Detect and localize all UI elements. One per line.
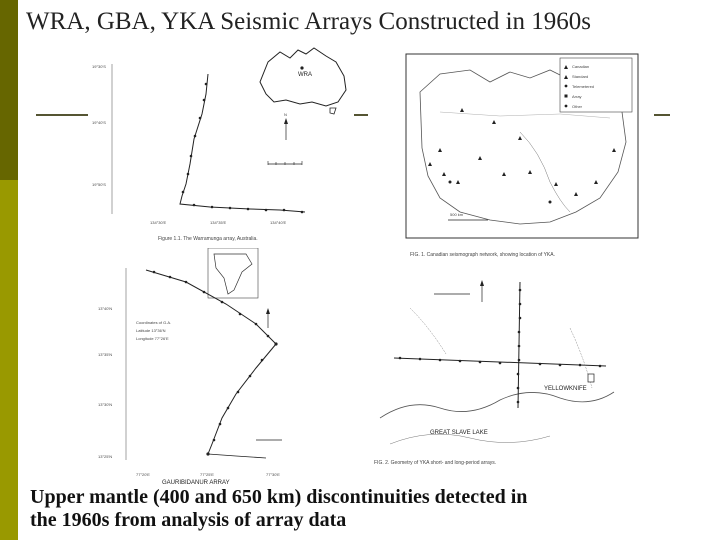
gba-array-label: GAURIBIDANUR ARRAY xyxy=(162,480,230,484)
svg-text:77°20'E: 77°20'E xyxy=(136,472,150,477)
svg-text:134°40'E: 134°40'E xyxy=(270,220,287,225)
svg-text:Latitude 13°36'N: Latitude 13°36'N xyxy=(136,328,166,333)
canada-figure-caption: FIG. 1. Canadian seismograph network, showing location of YKA. xyxy=(410,252,555,258)
svg-text:Longitude 77°26'E: Longitude 77°26'E xyxy=(136,336,169,341)
gauribidanur-array-figure xyxy=(96,248,368,484)
svg-text:Coordinates of G.A.: Coordinates of G.A. xyxy=(136,320,172,325)
svg-text:77°30'E: 77°30'E xyxy=(266,472,280,477)
slide-caption-line-2: the 1960s from analysis of array data xyxy=(30,509,347,531)
svg-text:13°30'N: 13°30'N xyxy=(98,402,113,407)
yellowknife-array-figure xyxy=(370,268,624,478)
svg-text:Array: Array xyxy=(572,94,582,99)
svg-text:13°40'N: 13°40'N xyxy=(98,306,113,311)
svg-text:13°25'N: 13°25'N xyxy=(98,454,113,459)
yka-figure-caption: FIG. 2. Geometry of YKA short- and long-period arrays. xyxy=(374,460,497,466)
svg-text:134°30'E: 134°30'E xyxy=(150,220,167,225)
slide-accent-band-top xyxy=(0,0,18,180)
svg-text:Canadian: Canadian xyxy=(572,64,590,69)
decorative-dash-left xyxy=(36,114,88,116)
slide-accent-band-bottom xyxy=(0,180,18,540)
slide-caption-line-1: Upper mantle (400 and 650 km) discontinuities detected in xyxy=(30,486,528,508)
svg-text:13°35'N: 13°35'N xyxy=(98,352,113,357)
svg-text:77°25'E: 77°25'E xyxy=(200,472,214,477)
svg-text:19°50'S: 19°50'S xyxy=(92,182,106,187)
decorative-dash-right xyxy=(654,114,670,116)
slide-caption xyxy=(30,486,710,532)
svg-text:Other: Other xyxy=(572,104,583,109)
slide-title: WRA, GBA, YKA Seismic Arrays Constructed in 1960s xyxy=(26,8,592,35)
wra-figure-caption: Figure 1.1. The Warramunga array, Australia. xyxy=(158,236,258,242)
decorative-dash-middle xyxy=(354,114,368,116)
yka-place-label: YELLOWKNIFE xyxy=(544,386,587,392)
svg-text:Telemetered: Telemetered xyxy=(572,84,595,89)
yka-lake-label: GREAT SLAVE LAKE xyxy=(430,430,488,436)
canada-network-figure xyxy=(400,52,644,262)
svg-text:19°40'S: 19°40'S xyxy=(92,120,106,125)
svg-text:19°30'S: 19°30'S xyxy=(92,64,106,69)
wra-map-label: WRA xyxy=(298,72,312,78)
svg-text:500 km: 500 km xyxy=(450,212,464,217)
svg-text:Standard: Standard xyxy=(572,74,589,79)
svg-text:134°35'E: 134°35'E xyxy=(210,220,227,225)
svg-text:N: N xyxy=(284,112,287,117)
warramunga-array-figure xyxy=(90,44,352,244)
